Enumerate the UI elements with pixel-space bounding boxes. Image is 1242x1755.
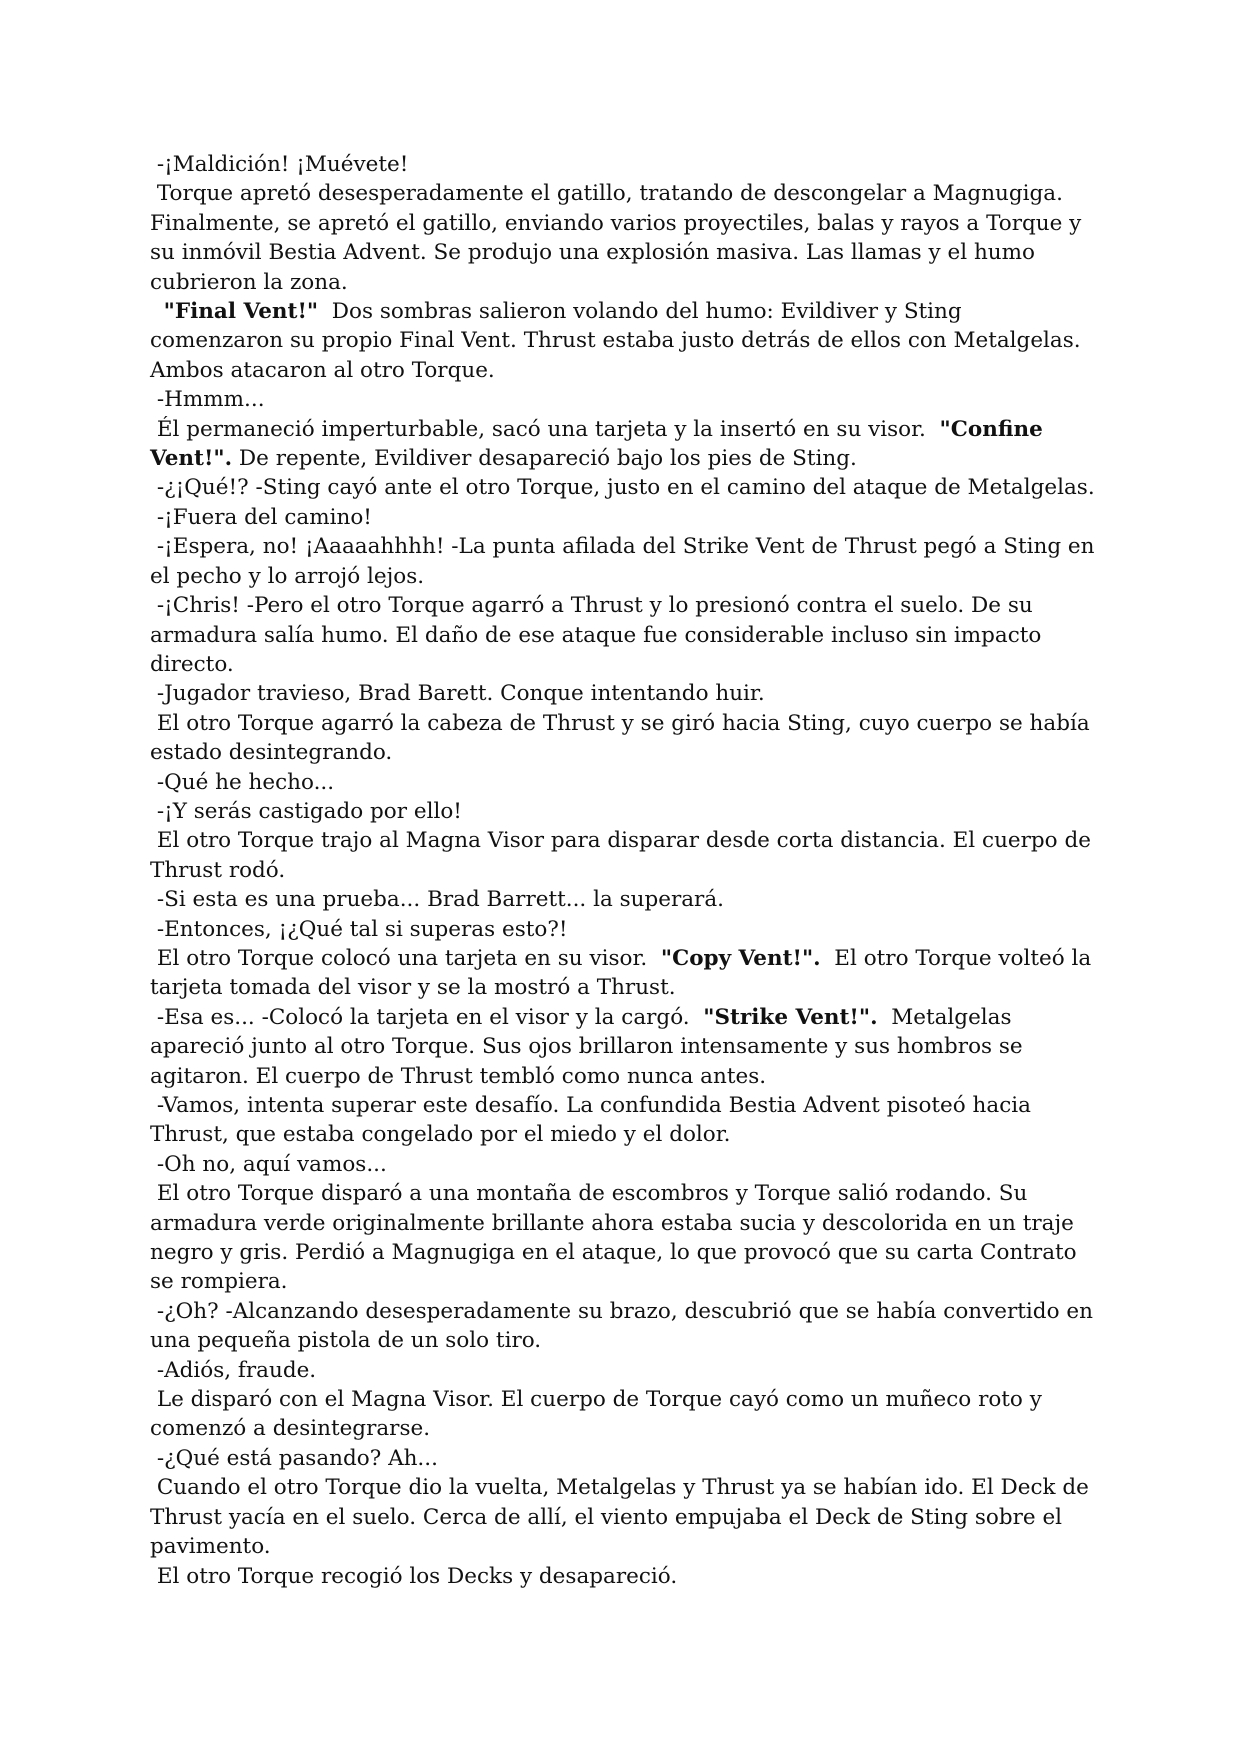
paragraph-text: El otro Torque colocó una tarjeta en su visor. bbox=[150, 945, 661, 971]
paragraph bbox=[150, 532, 1102, 591]
paragraph-text: -Entonces, ¡¿Qué tal si superas esto?! bbox=[150, 916, 568, 942]
paragraph bbox=[150, 179, 1095, 297]
paragraph-text: -¡Fuera del camino! bbox=[150, 504, 372, 530]
paragraph-text: Torque apretó desesperadamente el gatillo, tratando de descongelar a Magnugiga. Finalmente, se apretó el gatillo, enviando varios proyectiles, balas y rayos a Torque y su inmóvil Bestia Advent. Se produjo una explosión masiva. Las llamas y el humo cubrieron la zona. bbox=[150, 181, 1089, 295]
paragraph bbox=[150, 415, 1095, 474]
paragraph bbox=[150, 709, 1095, 768]
paragraph-text: -¿Qué está pasando? Ah... bbox=[150, 1445, 438, 1471]
paragraph-text: Él permaneció imperturbable, sacó una tarjeta y la insertó en su visor. bbox=[150, 416, 940, 442]
paragraph bbox=[150, 1473, 1095, 1561]
paragraph bbox=[150, 768, 1095, 797]
paragraph-text: Dos sombras salieron volando del humo: Evildiver y Sting comenzaron su propio Final Vent. Thrust estaba justo detrás de ellos con Metalgelas. Ambos atacaron al otro Torque. bbox=[150, 299, 1088, 383]
paragraph bbox=[150, 473, 1095, 502]
paragraph bbox=[150, 915, 1095, 944]
paragraph bbox=[150, 1444, 1095, 1473]
card-call: "Final Vent!" bbox=[163, 299, 319, 325]
paragraph-text: El otro Torque volteó la tarjeta tomada del visor y se la mostró a Thrust. bbox=[150, 945, 1099, 1001]
paragraph bbox=[150, 150, 1095, 179]
paragraph bbox=[150, 385, 1095, 414]
paragraph-text: -¿Oh? -Alcanzando desesperadamente su brazo, descubrió que se había convertido en una pequeña pistola de un solo tiro. bbox=[150, 1298, 1100, 1354]
paragraph-text: El otro Torque trajo al Magna Visor para disparar desde corta distancia. El cuerpo de Thrust rodó. bbox=[150, 828, 1098, 883]
paragraph bbox=[150, 1003, 1095, 1091]
paragraph-text: -Esa es... -Colocó la tarjeta en el visor y la cargó. bbox=[150, 1004, 704, 1030]
card-call: "Strike Vent!". bbox=[703, 1004, 878, 1030]
paragraph bbox=[150, 1297, 1100, 1356]
paragraph bbox=[150, 1150, 1095, 1179]
paragraph-text: Le disparó con el Magna Visor. El cuerpo de Torque cayó como un muñeco roto y comenzó a desintegrarse. bbox=[150, 1387, 1049, 1442]
paragraph bbox=[150, 826, 1098, 885]
paragraph-text: -Jugador travieso, Brad Barett. Conque intentando huir. bbox=[150, 681, 765, 707]
paragraph-text: -¡Maldición! ¡Muévete! bbox=[150, 152, 409, 177]
paragraph-text: -Si esta es una prueba... Brad Barrett... la superará. bbox=[150, 887, 724, 913]
paragraph-text: -Oh no, aquí vamos... bbox=[150, 1151, 387, 1177]
paragraph bbox=[150, 885, 1095, 914]
paragraph-text: -Adiós, fraude. bbox=[150, 1357, 317, 1383]
paragraph bbox=[150, 679, 1095, 708]
paragraph bbox=[150, 1179, 1095, 1297]
paragraph bbox=[150, 503, 1095, 532]
story-text bbox=[150, 150, 1102, 1591]
paragraph bbox=[150, 1091, 1095, 1150]
paragraph-text: El otro Torque recogió los Decks y desapareció. bbox=[150, 1563, 678, 1589]
paragraph bbox=[150, 797, 1095, 826]
paragraph bbox=[150, 1356, 1095, 1385]
paragraph-text: -¡Chris! -Pero el otro Torque agarró a Thrust y lo presionó contra el suelo. De su armadura salía humo. El daño de ese ataque fue considerable incluso sin impacto directo. bbox=[150, 593, 1049, 677]
paragraph bbox=[150, 1562, 1095, 1591]
paragraph-text bbox=[150, 299, 164, 324]
paragraph-text: -¡Espera, no! ¡Aaaaahhhh! -La punta afilada del Strike Vent de Thrust pegó a Sting en el pecho y lo arrojó lejos. bbox=[150, 534, 1102, 589]
paragraph-text: -Hmmm... bbox=[150, 387, 265, 413]
paragraph-text: De repente, Evildiver desapareció bajo los pies de Sting. bbox=[232, 446, 857, 472]
paragraph-text: -¡Y serás castigado por ello! bbox=[150, 798, 462, 824]
paragraph-text: Metalgelas apareció junto al otro Torque. Sus ojos brillaron intensamente y sus hombros se agitaron. El cuerpo de Thrust tembló como nunca antes. bbox=[150, 1004, 1030, 1089]
card-call: "Confine Vent!". bbox=[150, 416, 1051, 472]
paragraph-text: -Vamos, intenta superar este desafío. La confundida Bestia Advent pisoteó hacia Thrust, que estaba congelado por el miedo y el dolor. bbox=[150, 1093, 1038, 1148]
paragraph bbox=[150, 591, 1095, 679]
paragraph bbox=[150, 1385, 1095, 1444]
paragraph bbox=[150, 297, 1095, 385]
paragraph bbox=[150, 944, 1099, 1003]
paragraph-text: El otro Torque disparó a una montaña de escombros y Torque salió rodando. Su armadura verde originalmente brillante ahora estaba sucia y descolorida en un traje negro y gris. Perdió a Magnugiga en el ataque, lo que provocó que su carta Contrato se rompiera. bbox=[150, 1181, 1084, 1295]
paragraph-text: -Qué he hecho... bbox=[150, 769, 335, 795]
card-call: "Copy Vent!". bbox=[660, 945, 821, 971]
paragraph-text: -¿¡Qué!? -Sting cayó ante el otro Torque, justo en el camino del ataque de Metalgelas. bbox=[150, 475, 1095, 501]
paragraph-text: El otro Torque agarró la cabeza de Thrust y se giró hacia Sting, cuyo cuerpo se había estado desintegrando. bbox=[150, 710, 1097, 766]
paragraph-text: Cuando el otro Torque dio la vuelta, Metalgelas y Thrust ya se habían ido. El Deck de Thrust yacía en el suelo. Cerca de allí, el viento empujaba el Deck de Sting sobre el pavimento. bbox=[150, 1475, 1096, 1560]
